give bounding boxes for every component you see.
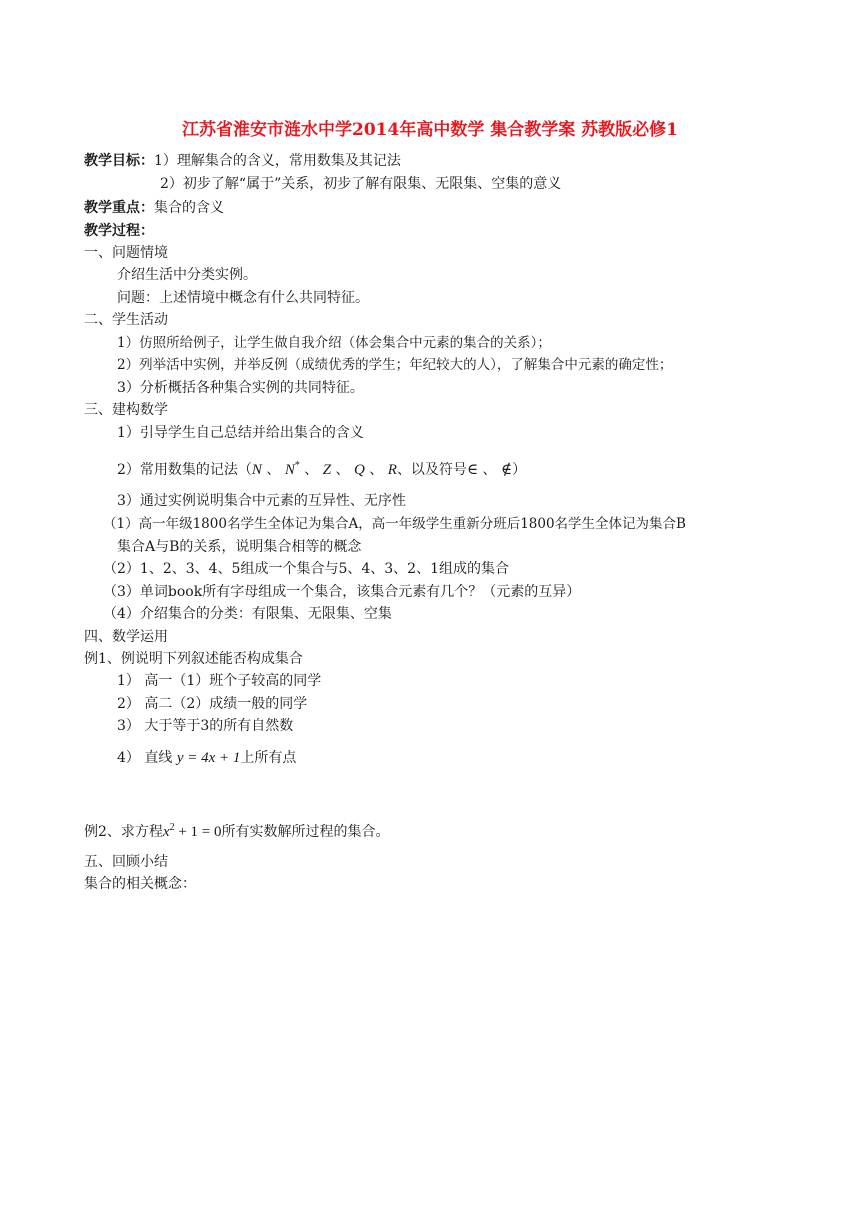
separator: 、 [261, 462, 281, 478]
symbol-q: Q [354, 462, 365, 478]
symbol-n-star-base: N [284, 462, 295, 478]
section-2-heading: 二、学生活动 [84, 312, 168, 328]
document-title: 江苏省淮安市涟水中学2014年高中数学 集合教学案 苏教版必修1 [182, 120, 678, 140]
section-1-heading: 一、问题情境 [84, 245, 168, 261]
key-point-line [84, 198, 224, 218]
section-2-item-1: 1）仿照所给例子，让学生做自我介绍（体会集合中元素的集合的关系）； [117, 335, 551, 351]
item-2-prefix: 2）常用数集的记法（ [117, 462, 252, 478]
process-label: 教学过程： [84, 223, 154, 239]
symbol-n: N [251, 462, 262, 478]
objective-item-1: 1）理解集合的含义，常用数集及其记法 [154, 153, 401, 169]
section-3-sub-4: （4）介绍集合的分类：有限集、无限集、空集 [103, 606, 392, 622]
equation-rest: + 1 = 0 [174, 824, 222, 840]
section-3-sub-3: （3）单词book所有字母组成一个集合，该集合元素有几个？（元素的互异） [103, 584, 581, 600]
section-5-line-1: 集合的相关概念： [84, 876, 196, 892]
section-3-sub-1-line-2: 集合A与B的关系，说明集合相等的概念 [117, 539, 362, 555]
symbol-n-star-superscript: * [294, 460, 300, 471]
section-3-sub-1-line-1: （1）高一年级1800名学生全体记为集合A，高一年级学生重新分班后1800名学生全体记为集合B [103, 516, 686, 532]
section-3-item-1: 1）引导学生自己总结并给出集合的含义 [117, 425, 364, 441]
example-2 [84, 818, 390, 842]
separator: 、 [331, 462, 350, 478]
objectives-line-1 [84, 151, 401, 171]
separator: 、 [364, 462, 384, 478]
key-point-label: 教学重点： [84, 200, 154, 216]
section-1-line-2: 问题：上述情境中概念有什么共同特征。 [117, 290, 369, 306]
example-2-prefix: 例2、求方程 [84, 824, 163, 840]
section-2-item-2: 2）列举活中实例，并举反例（成绩优秀的学生；年纪较大的人），了解集合中元素的确定性； [117, 357, 673, 373]
section-1-line-1: 介绍生活中分类实例。 [117, 267, 257, 283]
example-2-suffix: 所有实数解所过程的集合。 [221, 824, 390, 840]
line-equation: y = 4x + 1 [176, 750, 241, 766]
equation-variable: x [162, 824, 170, 840]
section-3-item-3: 3）通过实例说明集合中元素的互异性、无序性 [117, 493, 406, 509]
section-3-sub-2: （2）1、2、3、4、5组成一个集合与5、4、3、2、1组成的集合 [103, 561, 509, 577]
item-4-suffix: 上所有点 [240, 750, 297, 766]
item-2-suffix: ） [512, 462, 527, 478]
example-1-heading: 例1、例说明下列叙述能否构成集合 [84, 651, 303, 667]
separator: 、 [478, 462, 497, 478]
section-3-item-2 [117, 456, 526, 480]
section-4-heading: 四、数学运用 [84, 629, 168, 645]
section-2-item-3: 3）分析概括各种集合实例的共同特征。 [117, 380, 364, 396]
example-1-item-3: 3） 大于等于3的所有自然数 [117, 718, 294, 734]
quadratic-equation [163, 824, 222, 840]
symbol-n-star [285, 462, 300, 478]
section-3-heading: 三、建构数学 [84, 402, 168, 418]
symbol-z: Z [322, 462, 332, 478]
item-2-mid: 、以及符号 [396, 462, 467, 478]
symbol-r: R [387, 462, 397, 478]
separator: 、 [299, 462, 319, 478]
example-1-item-1: 1） 高一（1）班个子较高的同学 [117, 673, 322, 689]
objective-item-2: 2）初步了解“属于”关系，初步了解有限集、无限集、空集的意义 [160, 176, 562, 192]
symbol-element-of: ∈ [466, 462, 479, 478]
example-1-item-2: 2） 高二（2）成绩一般的同学 [117, 696, 308, 712]
example-1-item-4 [117, 748, 296, 768]
equation-exponent: 2 [169, 822, 175, 833]
objectives-label: 教学目标： [84, 153, 154, 169]
section-5-heading: 五、回顾小结 [84, 854, 168, 870]
item-4-prefix: 4） 直线 [117, 750, 173, 766]
symbol-not-element-of: ∉ [500, 462, 513, 478]
key-point-text: 集合的含义 [154, 200, 224, 216]
